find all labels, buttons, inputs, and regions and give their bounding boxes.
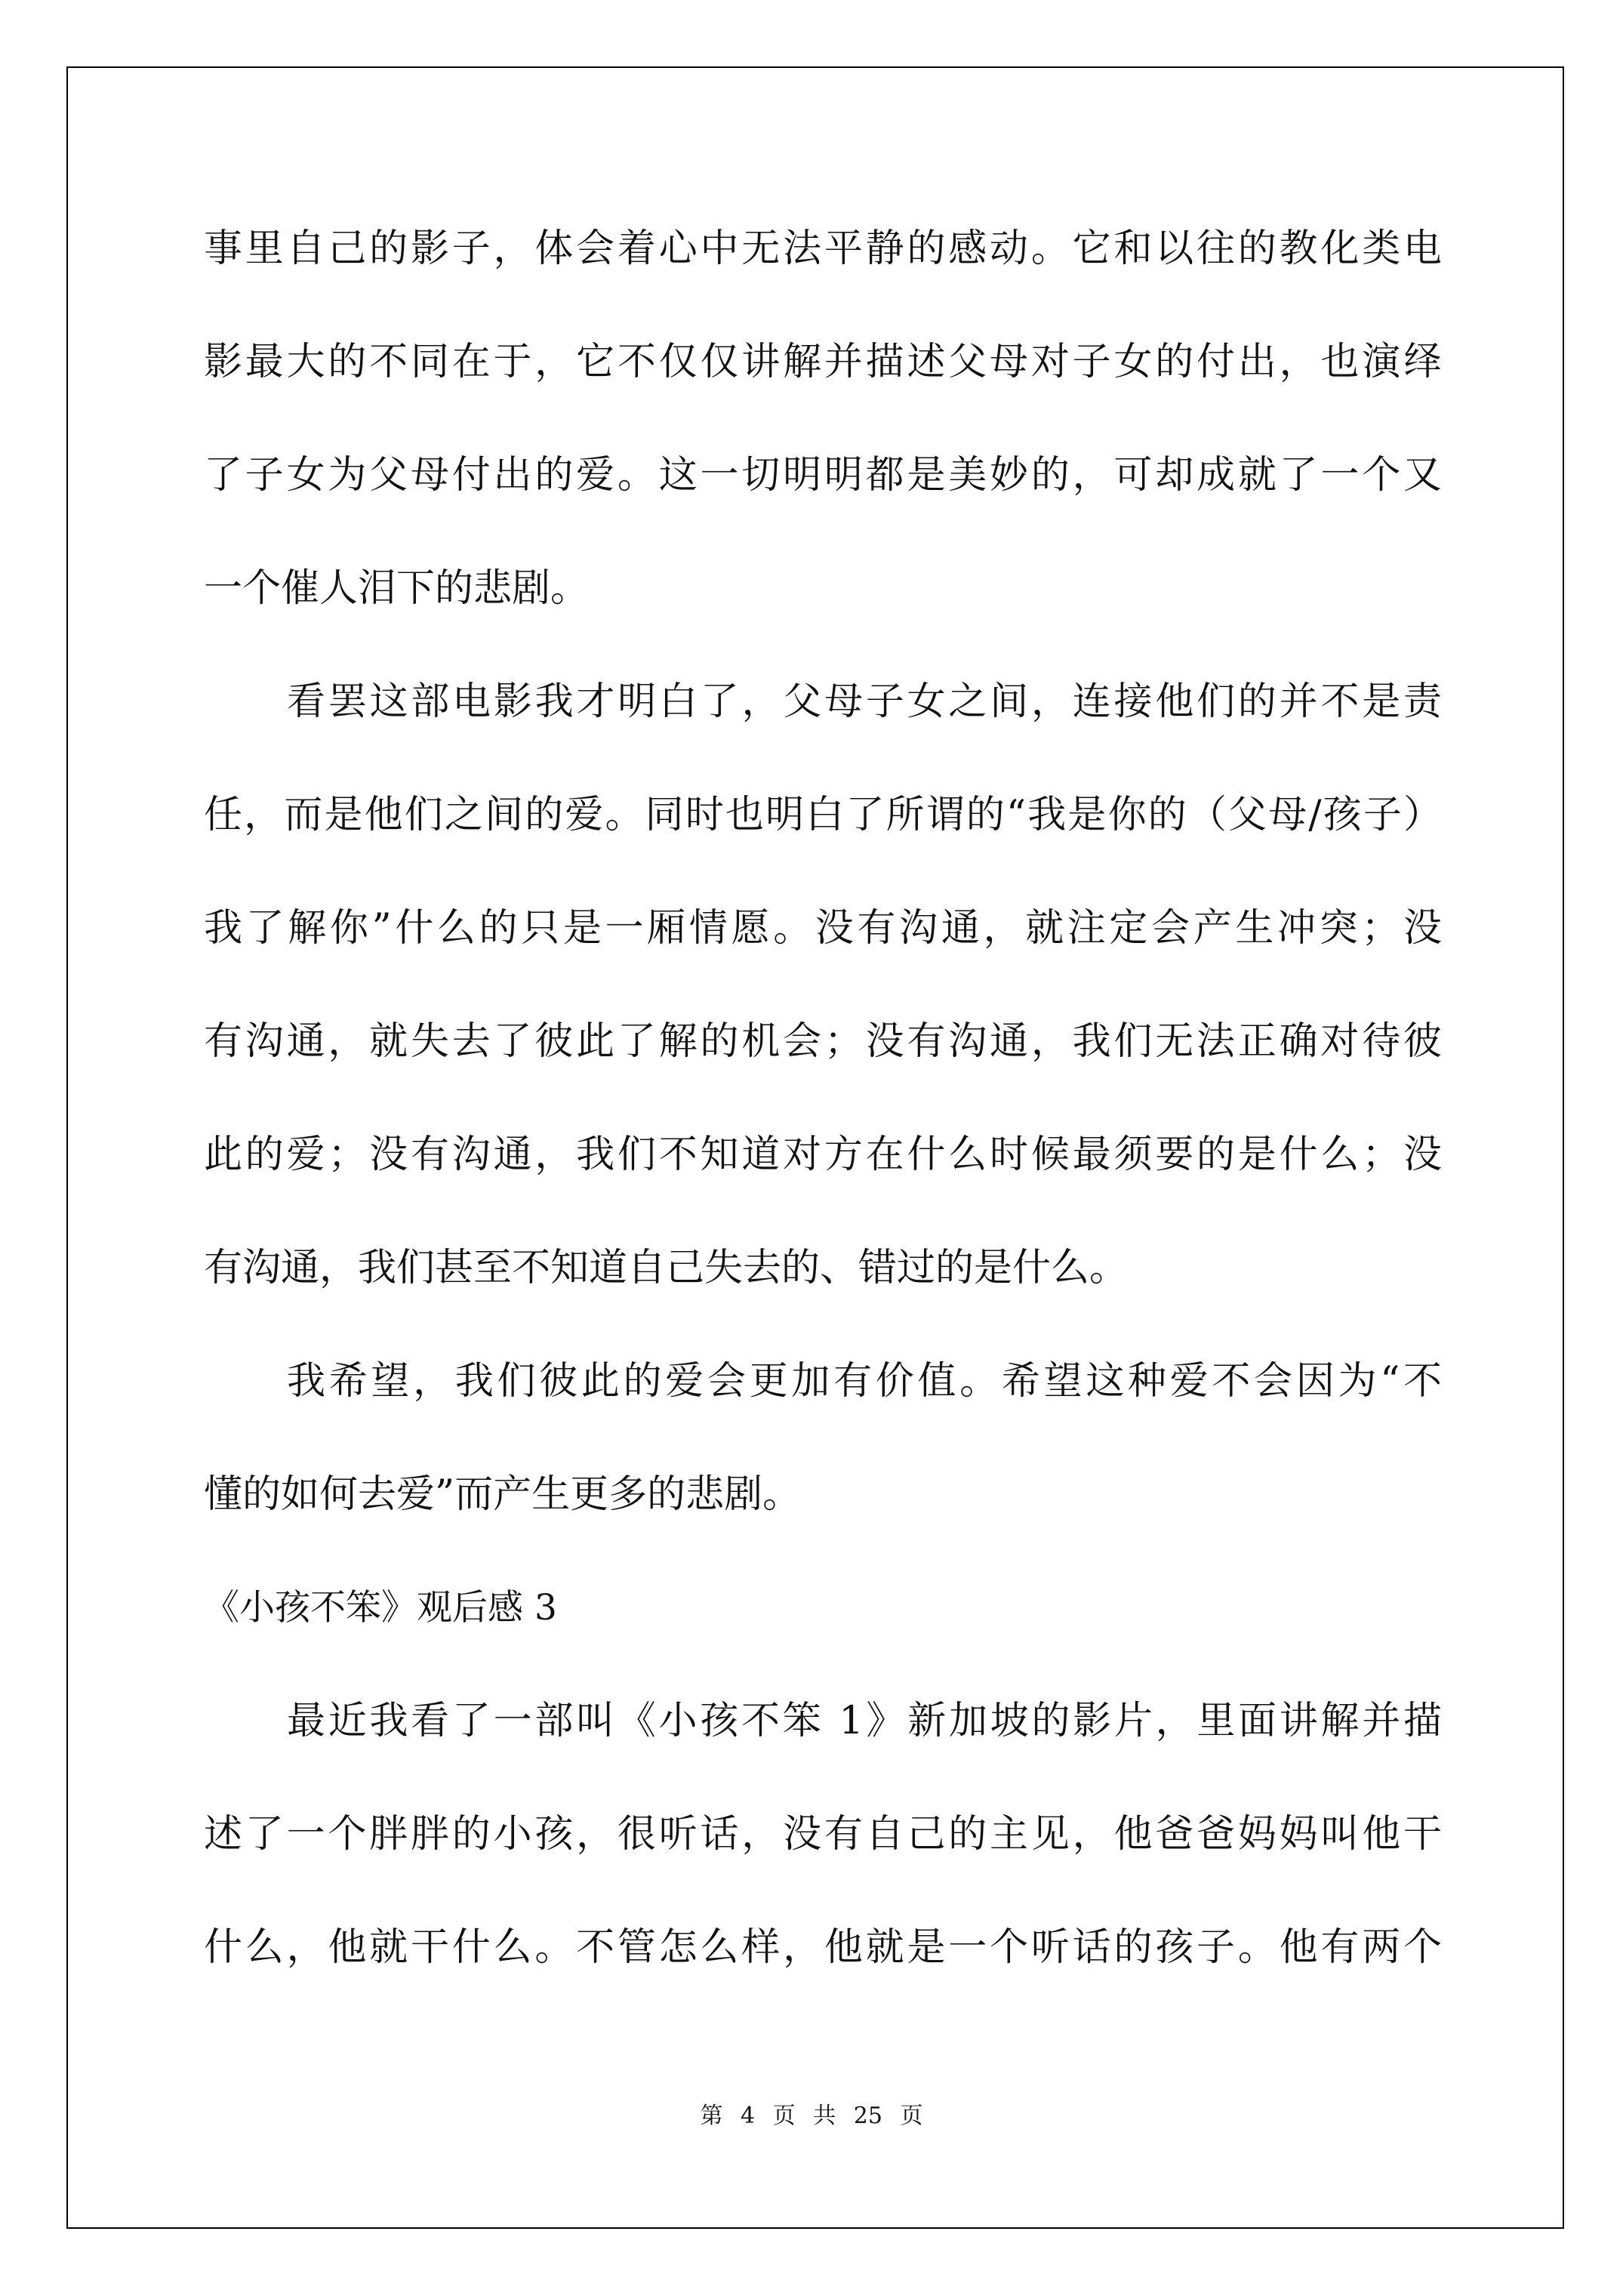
paragraph-line: 述了一个胖胖的小孩，很听话，没有自己的主见，他爸爸妈妈叫他干	[204, 1812, 1442, 1857]
paragraph-line: 有沟通，就失去了彼此了解的机会；没有沟通，我们无法正确对待彼	[204, 1019, 1442, 1064]
page-number-footer: 第 4 页 共 25 页	[700, 2103, 923, 2129]
paragraph-line: 影最大的不同在于，它不仅仅讲解并描述父母对子女的付出，也演绎	[204, 340, 1442, 384]
paragraph-line: 什么，他就干什么。不管怎么样，他就是一个听话的孩子。他有两个	[204, 1925, 1442, 1970]
paragraph-line: 我了解你”什么的只是一厢情愿。没有沟通，就注定会产生冲突；没	[204, 906, 1442, 951]
section-heading: 《小孩不笨》观后感 3	[204, 1587, 557, 1629]
paragraph-line: 我希望，我们彼此的爱会更加有价值。希望这种爱不会因为“不	[287, 1359, 1442, 1404]
paragraph-line: 此的爱；没有沟通，我们不知道对方在什么时候最须要的是什么；没	[204, 1133, 1442, 1177]
paragraph-line: 最近我看了一部叫《小孩不笨 1》新加坡的影片，里面讲解并描	[287, 1699, 1442, 1743]
paragraph-line: 事里自己的影子，体会着心中无法平静的感动。它和以往的教化类电	[204, 227, 1442, 271]
paragraph-line: 一个催人泪下的悲剧。	[204, 566, 590, 611]
paragraph-line: 任，而是他们之间的爱。同时也明白了所谓的“我是你的（父母/孩子）	[204, 793, 1442, 837]
paragraph-line: 有沟通，我们甚至不知道自己失去的、错过的是什么。	[204, 1246, 1129, 1290]
paragraph-line: 了子女为父母付出的爱。这一切明明都是美妙的，可却成就了一个又	[204, 453, 1442, 498]
paragraph-line: 看罢这部电影我才明白了，父母子女之间，连接他们的并不是责	[287, 680, 1442, 724]
paragraph-line: 懂的如何去爱”而产生更多的悲剧。	[204, 1472, 802, 1517]
